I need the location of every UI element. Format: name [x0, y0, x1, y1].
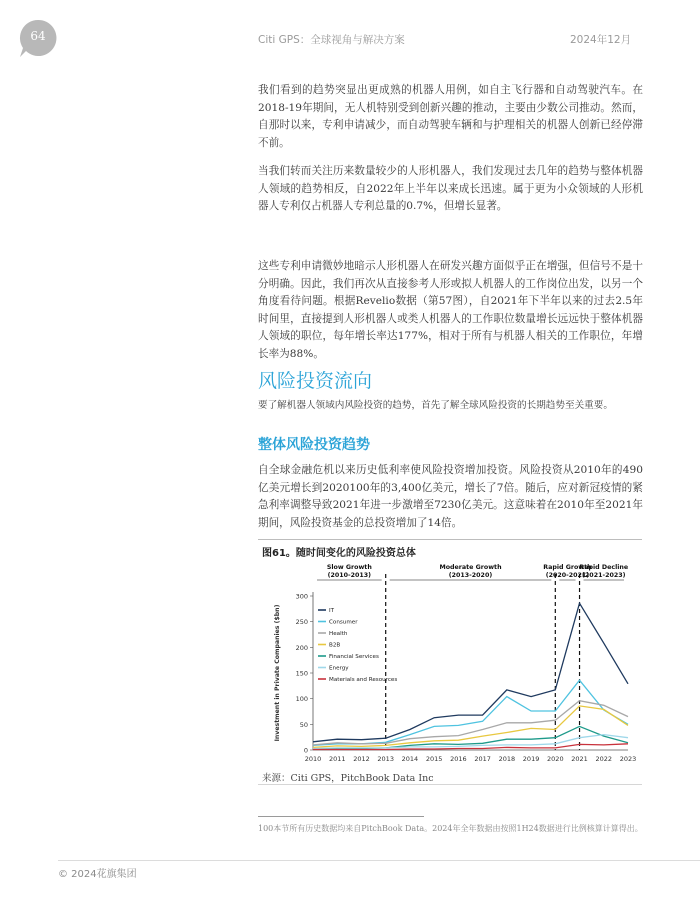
- y-tick-label: 150: [295, 669, 308, 678]
- page-number: 64: [30, 29, 46, 43]
- subsection-title: 整体风险投资趋势: [258, 437, 370, 453]
- period-label-range: (2020-2021): [545, 572, 590, 579]
- venture-investment-line-chart: [258, 560, 642, 770]
- legend-label: B2B: [329, 642, 341, 649]
- legend-label: Materials and Resources: [329, 677, 398, 684]
- y-tick-label: 250: [295, 618, 308, 627]
- period-label-name: Slow Growth: [326, 564, 372, 571]
- body-paragraph-1: 我们看到的趋势突显出更成熟的机器人用例，如自主飞行器和自动驾驶汽车。在2018-19年期间，无人机特别受到创新兴趣的推动，主要由少数公司推动。然而，自那时以来，专利申请减少，而自动驾驶车辆和与护理相关的机器人创新已经停滞不前。: [258, 84, 643, 149]
- legend-entry: [318, 666, 349, 672]
- y-tick-label: 300: [295, 592, 308, 601]
- footer-copyright: © 2024花旗集团: [58, 869, 137, 880]
- y-axis-label: Investment in Private Companies ($bn): [274, 604, 281, 742]
- period-label-name: Rapid Decline: [579, 564, 629, 571]
- figure-title: 图61。随时间变化的风险投资总体: [262, 548, 416, 559]
- period-label-name: Moderate Growth: [439, 564, 502, 571]
- footnote-rule: [258, 816, 424, 817]
- x-tick-label: 2017: [474, 755, 491, 763]
- legend-entry: [318, 620, 358, 626]
- period-label-range: (2013-2020): [448, 572, 493, 579]
- x-tick-label: 2016: [450, 755, 467, 763]
- series-line-it: [313, 603, 628, 742]
- period-label: [390, 564, 552, 580]
- x-tick-label: 2020: [547, 755, 564, 763]
- legend-entry: [318, 631, 348, 637]
- x-tick-label: 2010: [304, 755, 322, 763]
- running-header-title: Citi GPS：全球视角与解决方案: [258, 34, 405, 46]
- period-label-name: Rapid Growth: [543, 564, 592, 571]
- header-date: 2024年12月: [570, 34, 632, 46]
- body-paragraph-2: 当我们转而关注历来数量较少的人形机器人，我们发现过去几年的趋势与整体机器人领域的趋势相反，自2022年上半年以来成长迅速。属于更为小众领域的人形机器人专利仅占机器人专利总量的0.7%，但增长显著。: [258, 165, 643, 213]
- x-tick-label: 2013: [377, 755, 394, 763]
- legend-entry: [318, 608, 335, 614]
- x-tick-label: 2022: [595, 755, 613, 763]
- period-label: [579, 564, 628, 580]
- footer-rule: [58, 860, 700, 861]
- legend-entry: [318, 643, 340, 649]
- legend-entry: [318, 677, 397, 683]
- legend-label: Consumer: [329, 619, 358, 626]
- x-tick-label: 2011: [328, 755, 346, 763]
- x-tick-label: 2015: [425, 755, 443, 763]
- legend-label: Energy: [329, 665, 349, 672]
- page-number-badge: [18, 18, 58, 58]
- y-tick-label: 50: [299, 720, 308, 729]
- y-tick-label: 0: [303, 746, 308, 755]
- figure-top-rule: [258, 539, 642, 540]
- x-tick-label: 2019: [522, 755, 540, 763]
- y-tick-label: 100: [295, 695, 308, 704]
- period-label: [317, 564, 382, 580]
- x-tick-label: 2018: [498, 755, 516, 763]
- footnote: 100本节所有历史数据均来自PitchBook Data。2024年全年数据由按照1H24数据进行比例核算计算得出。: [258, 824, 643, 833]
- x-tick-label: 2023: [619, 755, 637, 763]
- body-paragraph-4: 自全球金融危机以来历史低利率使风险投资增加投资。风险投资从2010年的490亿美元增长到2020100年的3,400亿美元，增长了7倍。随后，应对新冠疫情的紧急利率调整导致2021年进一步激增至7230亿美元。这意味着在2010年至2021年期间，风险投资基金的总投资增加了14倍。: [258, 464, 643, 529]
- period-label-range: (2010-2013): [327, 572, 372, 579]
- figure-source: 来源：Citi GPS，PitchBook Data Inc: [262, 773, 434, 784]
- figure-bottom-rule: [258, 784, 642, 785]
- legend-label: Health: [329, 631, 348, 638]
- section-title: 风险投资流向: [258, 370, 373, 392]
- x-tick-label: 2012: [353, 755, 370, 763]
- period-label-range: (2021-2023): [582, 572, 626, 579]
- legend-label: IT: [329, 608, 335, 615]
- y-tick-label: 200: [295, 643, 308, 652]
- series-line-consumer: [313, 680, 628, 745]
- x-tick-label: 2021: [571, 755, 588, 763]
- legend-entry: [318, 654, 379, 660]
- x-tick-label: 2014: [401, 755, 419, 763]
- body-paragraph-3: 这些专利申请微妙地暗示人形机器人在研发兴趣方面似乎正在增强，但信号不是十分明确。因此，我们再次从直接参考人形或拟人机器人的工作岗位出发，以另一个角度看待问题。根据Revelio数据（第57图），自2021年下半年以来的过去2.5年时间里，直接提到人形机器人或类人机器人的工作职位数量增长远远快于整体机器人领域的职位，每年增长率达177%，相对于所有与机器人相关的工作职位，年增长率为88%。: [258, 260, 643, 360]
- legend-label: Financial Services: [329, 654, 379, 661]
- section-intro: 要了解机器人领域内风险投资的趋势，首先了解全球风险投资的长期趋势至关重要。: [258, 400, 613, 411]
